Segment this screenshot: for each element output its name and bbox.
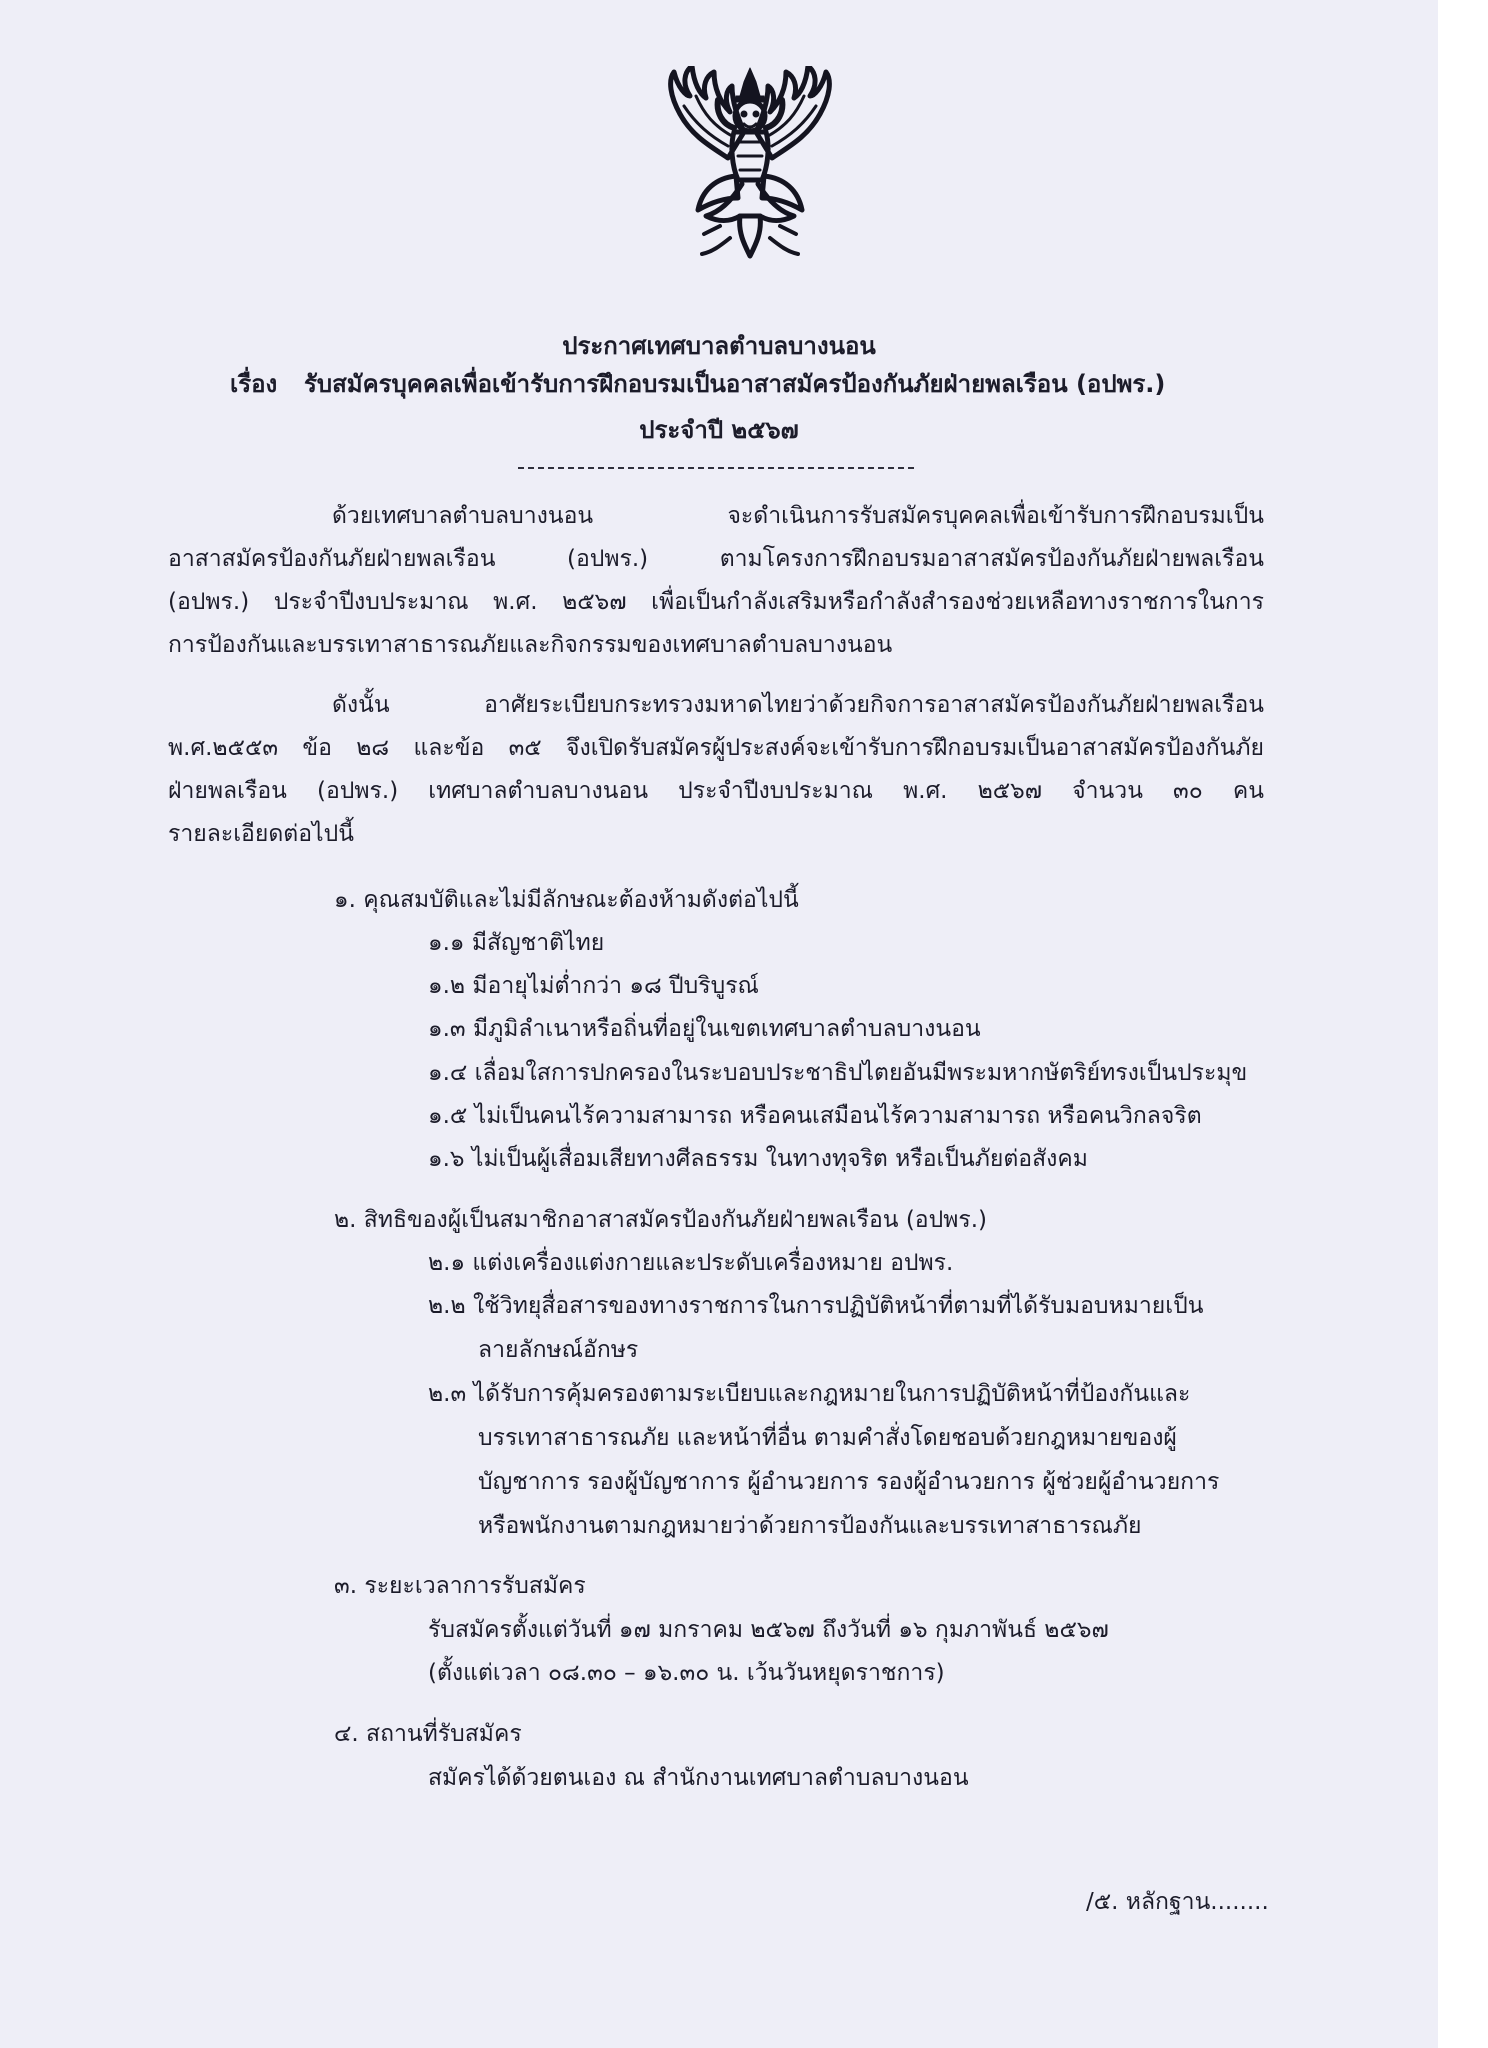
intro-p2-line-4: รายละเอียดต่อไปนี้ [168,821,354,847]
section-2-item-continuation: ลายลักษณ์อักษร [478,1337,639,1363]
section-2-item: ๒.๓ ได้รับการคุ้มครองตามระเบียบและกฎหมายในการปฏิบัติหน้าที่ป้องกันและ [428,1381,1191,1407]
section-1-heading: ๑. คุณสมบัติและไม่มีลักษณะต้องห้ามดังต่อไปนี้ [334,887,799,913]
heading-divider [518,467,914,469]
registration-period: รับสมัครตั้งแต่วันที่ ๑๗ มกราคม ๒๕๖๗ ถึงวันที่ ๑๖ กุมภาพันธ์ ๒๕๖๗ [428,1617,1109,1643]
intro-p1-line-2: อาสาสมัครป้องกันภัยฝ่ายพลเรือน (อปพร.) ตามโครงการฝึกอบรมอาสาสมัครป้องกันภัยฝ่ายพลเรือน [168,546,1264,572]
scan-margin [1438,0,1488,2048]
document-title: ประกาศเทศบาลตำบลบางนอน [562,332,876,360]
continuation-note: /๕. หลักฐาน........ [1086,1889,1269,1915]
section-2-heading: ๒. สิทธิของผู้เป็นสมาชิกอาสาสมัครป้องกันภัยฝ่ายพลเรือน (อปพร.) [334,1207,988,1233]
intro-p2-line-1: ดังนั้น อาศัยระเบียบกระทรวงมหาดไทยว่าด้วยกิจการอาสาสมัครป้องกันภัยฝ่ายพลเรือน [332,692,1264,718]
section-1-item: ๑.๔ เลื่อมใสการปกครองในระบอบประชาธิปไตยอันมีพระมหากษัตริย์ทรงเป็นประมุข [428,1060,1248,1086]
intro-p1-line-1: ด้วยเทศบาลตำบลบางนอน จะดำเนินการรับสมัครบุคคลเพื่อเข้ารับการฝึกอบรมเป็น [332,503,1264,529]
registration-hours: (ตั้งแต่เวลา ๐๘.๓๐ – ๑๖.๓๐ น. เว้นวันหยุดราชการ) [428,1660,945,1686]
section-1-item: ๑.๕ ไม่เป็นคนไร้ความสามารถ หรือคนเสมือนไร้ความสามารถ หรือคนวิกลจริต [428,1103,1202,1129]
subject-text: รับสมัครบุคคลเพื่อเข้ารับการฝึกอบรมเป็นอาสาสมัครป้องกันภัยฝ่ายพลเรือน (อปพร.) [304,370,1166,398]
subject-label: เรื่อง [230,370,278,398]
section-1-item: ๑.๓ มีภูมิลำเนาหรือถิ่นที่อยู่ในเขตเทศบาลตำบลบางนอน [428,1016,981,1042]
section-2-item-continuation: หรือพนักงานตามกฎหมายว่าด้วยการป้องกันและบรรเทาสาธารณภัย [478,1513,1142,1539]
intro-p1-line-3: (อปพร.) ประจำปีงบประมาณ พ.ศ. ๒๕๖๗ เพื่อเป็นกำลังเสริมหรือกำลังสำรองช่วยเหลือทางราชการในการ [168,589,1264,615]
section-2-item-continuation: บรรเทาสาธารณภัย และหน้าที่อื่น ตามคำสั่งโดยชอบด้วยกฎหมายของผู้ [478,1425,1177,1451]
intro-p1-line-4: การป้องกันและบรรเทาสาธารณภัยและกิจกรรมของเทศบาลตำบลบางนอน [168,632,893,658]
intro-p2-line-2: พ.ศ.๒๕๕๓ ข้อ ๒๘ และข้อ ๓๕ จึงเปิดรับสมัครผู้ประสงค์จะเข้ารับการฝึกอบรมเป็นอาสาสมัครป้องกันภัย [168,735,1264,761]
section-3-heading: ๓. ระยะเวลาการรับสมัคร [334,1573,586,1599]
section-2-item: ๒.๒ ใช้วิทยุสื่อสารของทางราชการในการปฏิบัติหน้าที่ตามที่ได้รับมอบหมายเป็น [428,1293,1204,1319]
garuda-emblem-icon [640,66,860,266]
section-2-item-continuation: บัญชาการ รองผู้บัญชาการ ผู้อำนวยการ รองผู้อำนวยการ ผู้ช่วยผู้อำนวยการ [478,1469,1220,1495]
section-1-item: ๑.๑ มีสัญชาติไทย [428,930,605,956]
registration-location: สมัครได้ด้วยตนเอง ณ สำนักงานเทศบาลตำบลบางนอน [428,1765,969,1791]
intro-p2-line-3: ฝ่ายพลเรือน (อปพร.) เทศบาลตำบลบางนอน ประจำปีงบประมาณ พ.ศ. ๒๕๖๗ จำนวน ๓๐ คน [168,778,1264,804]
document-year-line: ประจำปี ๒๕๖๗ [639,416,799,444]
document-subject [230,364,1165,404]
section-1-item: ๑.๖ ไม่เป็นผู้เสื่อมเสียทางศีลธรรม ในทางทุจริต หรือเป็นภัยต่อสังคม [428,1146,1088,1172]
section-4-heading: ๔. สถานที่รับสมัคร [334,1721,522,1747]
section-2-item: ๒.๑ แต่งเครื่องแต่งกายและประดับเครื่องหมาย อปพร. [428,1250,954,1276]
section-1-item: ๑.๒ มีอายุไม่ต่ำกว่า ๑๘ ปีบริบูรณ์ [428,973,759,999]
